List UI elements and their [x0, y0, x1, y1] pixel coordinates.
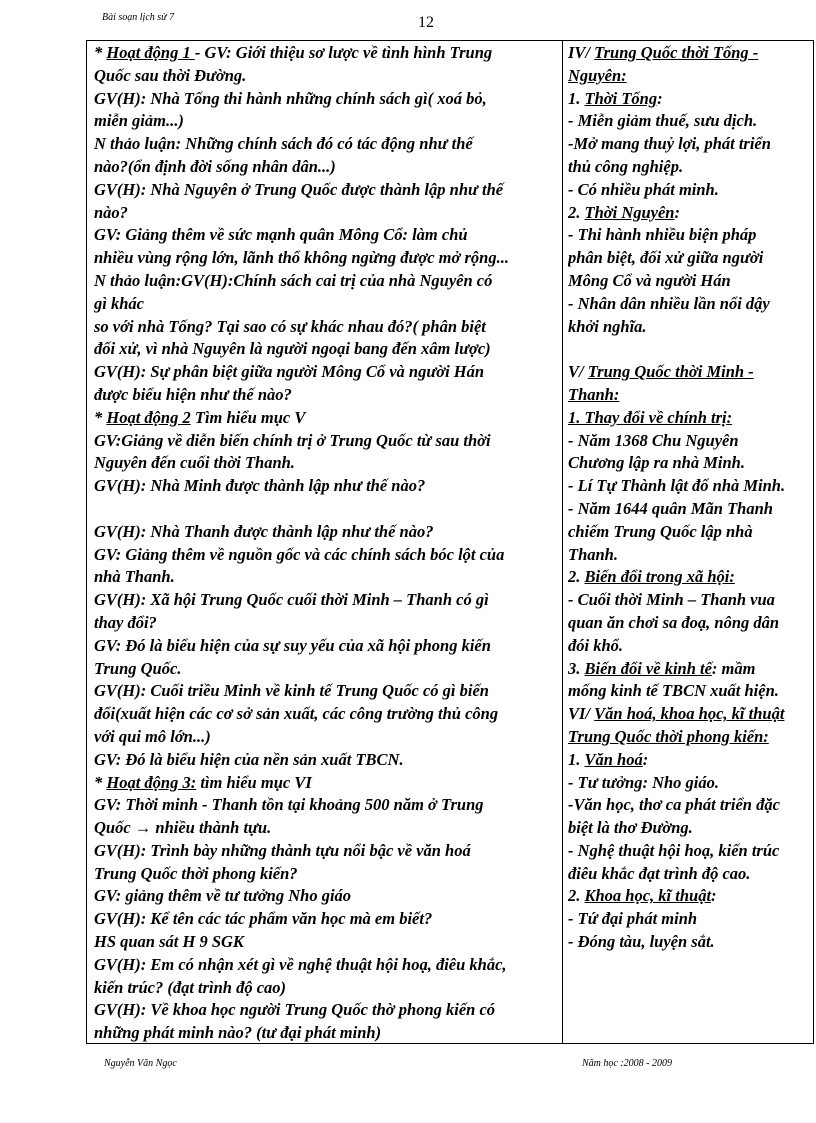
- underlined-heading: Khoa học, kĩ thuật: [584, 886, 712, 906]
- content-line: [568, 589, 812, 612]
- activity-line: [94, 566, 560, 589]
- content-line: [568, 885, 812, 908]
- activity-line: [94, 749, 560, 772]
- content-line: [568, 680, 812, 703]
- text-segment: nhiều vùng rộng lớn, lãnh thổ không ngừng được mở rộng...: [94, 248, 509, 268]
- activity-line: [94, 316, 560, 339]
- content-line: [568, 270, 812, 293]
- content-line: [568, 863, 812, 886]
- activity-line: [94, 954, 560, 977]
- text-segment: N thảo luận:GV(H):Chính sách cai trị của nhà Nguyên có: [94, 270, 493, 290]
- content-line: [568, 407, 812, 430]
- content-line: [568, 179, 812, 202]
- text-segment: phân biệt, đối xử giữa người: [568, 248, 764, 268]
- underlined-heading: Biến đổi về kinh tế: [584, 658, 712, 678]
- underlined-heading: Hoạt động 2: [106, 407, 191, 427]
- text-segment: - Nghệ thuật hội hoạ, kiến trúc: [568, 840, 780, 860]
- underlined-heading: Văn hoá, khoa học, kĩ thuật: [594, 704, 785, 724]
- text-segment: GV(H): Nhà Tống thi hành những chính sách gì( xoá bỏ,: [94, 88, 487, 108]
- text-segment: IV/: [568, 43, 595, 62]
- content-line: [568, 566, 812, 589]
- content-line: [568, 908, 812, 931]
- text-segment: thay đổi?: [94, 612, 157, 632]
- activity-line: [94, 65, 560, 88]
- activity-line: [94, 475, 560, 498]
- text-segment: :: [711, 886, 717, 906]
- text-segment: đổi(xuất hiện các cơ sở sản xuất, các công trường thủ công: [94, 704, 499, 724]
- underlined-heading: Trung Quốc thời Tống -: [594, 43, 759, 62]
- content-line: [568, 110, 812, 133]
- text-segment: được biểu hiện như thế nào?: [94, 384, 292, 404]
- text-segment: GV(H): Nhà Minh được thành lập như thế nào?: [94, 476, 426, 496]
- activity-line: [94, 407, 560, 430]
- text-segment: - GV: Giới thiệu sơ lược về tình hình Trung: [194, 43, 493, 62]
- content-line: [568, 840, 812, 863]
- footer-author: Nguyễn Văn Ngọc: [104, 1058, 177, 1069]
- header-document-title: Bài soạn lịch sử 7: [102, 12, 175, 23]
- text-segment: *: [94, 772, 107, 792]
- activity-line: [94, 202, 560, 225]
- content-line: [568, 316, 812, 339]
- content-line: [568, 361, 812, 384]
- content-line: [568, 430, 812, 453]
- activity-line: [94, 635, 560, 658]
- text-segment: - Cuối thời Minh – Thanh vua: [568, 590, 775, 610]
- content-line: [568, 544, 812, 567]
- activity-line: [94, 908, 560, 931]
- underlined-heading: Hoạt động 1: [106, 43, 195, 62]
- underlined-heading: Biến đổi trong xã hội:: [584, 567, 735, 587]
- text-segment: VI/: [568, 704, 595, 724]
- text-segment: 2.: [568, 886, 585, 906]
- text-segment: *: [94, 407, 107, 427]
- activity-line: [94, 88, 560, 111]
- text-segment: N thảo luận: Những chính sách đó có tác động như thế: [94, 134, 473, 154]
- activity-line: [94, 589, 560, 612]
- text-segment: Nguyên đến cuối thời Thanh.: [94, 453, 295, 473]
- text-segment: -Mở mang thuỷ lợi, phát triển: [568, 134, 771, 154]
- content-line: [568, 133, 812, 156]
- content-line: [568, 42, 812, 65]
- activity-line: [94, 270, 560, 293]
- text-segment: những phát minh nào? (tư đại phát minh): [94, 1023, 382, 1043]
- text-segment: GV: Thời minh - Thanh tồn tại khoảng 500 năm ở Trung: [94, 795, 484, 815]
- activity-line: [94, 703, 560, 726]
- text-segment: Quốc sau thời Đường.: [94, 65, 247, 85]
- text-segment: so với nhà Tống? Tại sao có sự khác nhau đó?( phân biệt: [94, 316, 486, 336]
- content-line: [568, 384, 812, 407]
- activity-line: [94, 658, 560, 681]
- text-segment: 3.: [568, 658, 585, 678]
- content-line: [568, 772, 812, 795]
- content-line: [568, 931, 812, 954]
- text-segment: -Văn học, thơ ca phát triển đặc: [568, 795, 780, 815]
- activity-line: [94, 885, 560, 908]
- text-segment: 2.: [568, 202, 585, 222]
- text-segment: GV(H): Trình bày những thành tựu nổi bậc về văn hoá: [94, 840, 471, 860]
- text-segment: *: [94, 43, 107, 62]
- text-segment: gì khác: [94, 293, 144, 313]
- text-segment: :: [657, 88, 663, 108]
- text-segment: Tìm hiểu mục V: [190, 407, 306, 427]
- content-line: [568, 293, 812, 316]
- lesson-content-column: [568, 42, 812, 954]
- underlined-heading: Nguyên:: [568, 65, 627, 85]
- content-line: [568, 475, 812, 498]
- text-segment: 1.: [568, 88, 585, 108]
- underlined-heading: Thời Tống: [584, 88, 658, 108]
- activity-line: [94, 42, 560, 65]
- activity-line: [94, 680, 560, 703]
- activity-line: [94, 772, 560, 795]
- text-segment: nhà Thanh.: [94, 567, 175, 587]
- activity-line: [94, 384, 560, 407]
- content-line: [568, 452, 812, 475]
- text-segment: - Lí Tự Thành lật đổ nhà Minh.: [568, 476, 786, 496]
- text-segment: : mầm: [711, 658, 756, 678]
- text-segment: đối xử, vì nhà Nguyên là người ngoại bang đến xâm lược): [94, 339, 491, 359]
- activity-line: [94, 794, 560, 817]
- text-segment: khởi nghĩa.: [568, 316, 647, 336]
- activity-line: [94, 430, 560, 453]
- content-line: [568, 817, 812, 840]
- text-segment: GV(H): Xã hội Trung Quốc cuối thời Minh – Thanh có gì: [94, 590, 489, 610]
- text-segment: :: [642, 749, 649, 769]
- underlined-heading: Thanh:: [568, 384, 620, 404]
- content-line: [568, 794, 812, 817]
- content-line: [568, 749, 812, 772]
- activity-line: [94, 338, 560, 361]
- text-segment: GV(H): Em có nhận xét gì về nghệ thuật hội hoạ, điêu khắc,: [94, 954, 507, 974]
- activity-line: [94, 247, 560, 270]
- activity-line: [94, 931, 560, 954]
- text-segment: 2.: [568, 567, 585, 587]
- activity-line: [94, 999, 560, 1022]
- text-segment: GV: Giảng thêm về nguồn gốc và các chính sách bóc lột của: [94, 544, 505, 564]
- underlined-heading: Hoạt động 3:: [106, 772, 197, 792]
- activity-line: [94, 156, 560, 179]
- blank-line: [568, 338, 812, 361]
- text-segment: GV(H): Về khoa học người Trung Quốc thờ phong kiến có: [94, 1000, 496, 1020]
- underlined-heading: Văn hoá: [584, 749, 643, 769]
- text-segment: với qui mô lớn...): [94, 726, 211, 746]
- activity-line: [94, 544, 560, 567]
- text-segment: Mông Cổ và người Hán: [568, 270, 731, 290]
- text-segment: GV: Đó là biểu hiện của sự suy yếu của xã hội phong kiến: [94, 635, 491, 655]
- text-segment: - Có nhiều phát minh.: [568, 179, 719, 199]
- text-segment: GV(H): Sự phân biệt giữa người Mông Cổ và người Hán: [94, 362, 485, 382]
- content-line: [568, 726, 812, 749]
- text-segment: GV:Giảng về diễn biến chính trị ở Trung Quốc từ sau thời: [94, 430, 491, 450]
- content-line: [568, 224, 812, 247]
- text-segment: thủ công nghiệp.: [568, 156, 684, 176]
- text-segment: GV: Giảng thêm về sức mạnh quân Mông Cổ: làm chủ: [94, 225, 468, 245]
- text-segment: Trung Quốc.: [94, 658, 182, 678]
- content-line: [568, 156, 812, 179]
- activity-line: [94, 133, 560, 156]
- content-line: [568, 65, 812, 88]
- text-segment: đói khổ.: [568, 635, 624, 655]
- activity-line: [94, 840, 560, 863]
- text-segment: - Năm 1368 Chu Nguyên: [568, 430, 739, 450]
- text-segment: - Nhân dân nhiều lần nổi dậy: [568, 293, 770, 313]
- text-segment: - Tứ đại phát minh: [568, 909, 698, 929]
- text-segment: điêu khắc đạt trình độ cao.: [568, 863, 751, 883]
- text-segment: miễn giảm...): [94, 111, 184, 131]
- page-number: 12: [418, 14, 434, 31]
- activity-line: [94, 110, 560, 133]
- content-line: [568, 612, 812, 635]
- activity-line: [94, 726, 560, 749]
- content-line: [568, 635, 812, 658]
- text-segment: GV(H): Nhà Nguyên ở Trung Quốc được thành lập như thế: [94, 179, 504, 199]
- activity-line: [94, 361, 560, 384]
- text-segment: kiến trúc? (đạt trình độ cao): [94, 977, 287, 997]
- text-segment: chiếm Trung Quốc lập nhà: [568, 521, 753, 541]
- text-segment: quan ăn chơi sa đoạ, nông dân: [568, 612, 780, 632]
- content-line: [568, 247, 812, 270]
- blank-line: [94, 498, 560, 521]
- text-segment: nào?(ổn định đời sống nhân dân...): [94, 156, 336, 176]
- text-segment: GV(H): Kể tên các tác phẩm văn học mà em biết?: [94, 909, 433, 929]
- content-line: [568, 703, 812, 726]
- text-segment: 1.: [568, 749, 585, 769]
- text-segment: Trung Quốc thời phong kiến?: [94, 863, 298, 883]
- activity-line: [94, 612, 560, 635]
- underlined-heading: 1. Thay đổi về chính trị:: [568, 407, 733, 427]
- text-segment: - Đóng tàu, luyện sắt.: [568, 932, 715, 952]
- text-segment: Thanh.: [568, 544, 618, 564]
- text-segment: - Năm 1644 quân Mãn Thanh: [568, 498, 773, 518]
- content-line: [568, 88, 812, 111]
- column-divider: [562, 40, 563, 1044]
- activity-line: [94, 452, 560, 475]
- content-line: [568, 521, 812, 544]
- text-segment: - Tư tưởng: Nho giáo.: [568, 772, 720, 792]
- text-segment: V/: [568, 362, 588, 382]
- activity-line: [94, 224, 560, 247]
- text-segment: :: [674, 202, 680, 222]
- activity-line: [94, 293, 560, 316]
- text-segment: tìm hiểu mục VI: [196, 772, 312, 792]
- teacher-activities-column: [94, 42, 560, 1045]
- activity-line: [94, 521, 560, 544]
- text-segment: GV(H): Nhà Thanh được thành lập như thế nào?: [94, 521, 434, 541]
- text-segment: nào?: [94, 202, 128, 222]
- text-segment: GV: giảng thêm về tư tưởng Nho giáo: [94, 886, 352, 906]
- text-segment: GV(H): Cuối triều Minh về kinh tế Trung Quốc có gì biến: [94, 681, 489, 701]
- activity-line: [94, 1022, 560, 1045]
- activity-line: [94, 179, 560, 202]
- footer-school-year: Năm học :2008 - 2009: [582, 1058, 672, 1069]
- content-line: [568, 658, 812, 681]
- text-segment: - Miễn giảm thuế, sưu dịch.: [568, 111, 758, 131]
- content-line: [568, 498, 812, 521]
- content-line: [568, 202, 812, 225]
- activity-line: [94, 977, 560, 1000]
- text-segment: Quốc → nhiều thành tựu.: [94, 818, 272, 838]
- text-segment: biệt là thơ Đường.: [568, 818, 693, 838]
- text-segment: HS quan sát H 9 SGK: [94, 932, 244, 952]
- text-segment: GV: Đó là biểu hiện của nền sản xuất TBCN.: [94, 749, 404, 769]
- underlined-heading: Trung Quốc thời Minh -: [587, 362, 754, 382]
- text-segment: mống kinh tế TBCN xuất hiện.: [568, 681, 779, 701]
- underlined-heading: Trung Quốc thời phong kiến:: [568, 726, 769, 746]
- text-segment: Chương lập ra nhà Minh.: [568, 453, 745, 473]
- underlined-heading: Thời Nguyên: [584, 202, 675, 222]
- text-segment: - Thi hành nhiều biện pháp: [568, 225, 757, 245]
- activity-line: [94, 863, 560, 886]
- activity-line: [94, 817, 560, 840]
